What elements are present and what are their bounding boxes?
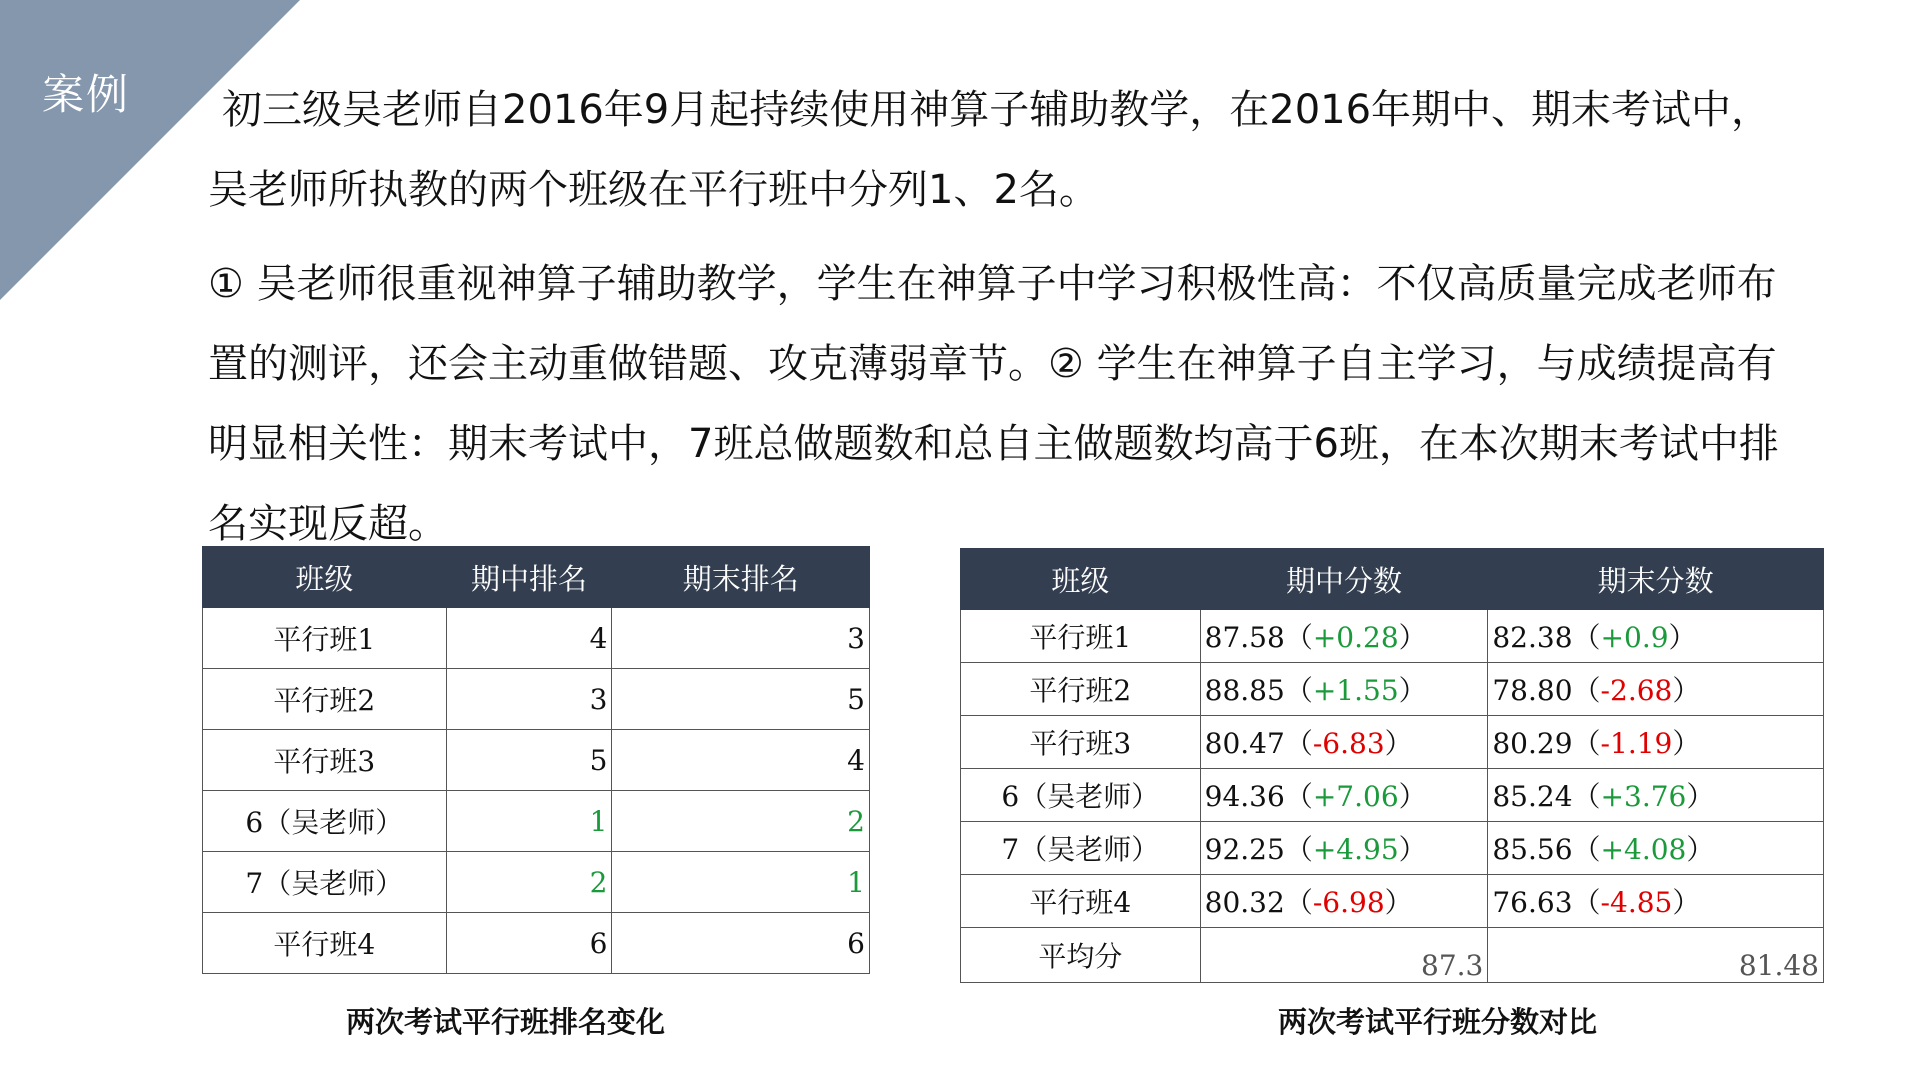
score-header-final: 期末分数 <box>1488 549 1824 610</box>
case-intro-paragraph: 初三级吴老师自2016年9月起持续使用神算子辅助教学，在2016年期中、期末考试中，吴老师所执教的两个班级在平行班中分列1、2名。 <box>208 87 1772 213</box>
score-diff: -6.98 <box>1312 886 1385 919</box>
score-header-mid: 期中分数 <box>1200 549 1488 610</box>
score-diff: +7.06 <box>1312 780 1399 813</box>
score-final-cell: 85.56（+4.08） <box>1488 822 1824 875</box>
score-final-cell: 76.63（-4.85） <box>1488 875 1824 928</box>
rank-final-cell: 2 <box>612 791 870 852</box>
score-class-cell: 平行班4 <box>961 875 1201 928</box>
score-value: 88.85 <box>1204 674 1285 707</box>
score-mid-cell: 80.47（-6.83） <box>1200 716 1488 769</box>
score-value: 87.58 <box>1204 621 1285 654</box>
rank-class-cell: 平行班3 <box>203 730 447 791</box>
rank-final-cell: 5 <box>612 669 870 730</box>
score-final-cell: 85.24（+3.76） <box>1488 769 1824 822</box>
rank-class-cell: 平行班1 <box>203 608 447 669</box>
rank-mid-cell: 1 <box>446 791 612 852</box>
score-mid-cell: 92.25（+4.95） <box>1200 822 1488 875</box>
rank-header-mid: 期中排名 <box>446 547 612 608</box>
score-value: 85.24 <box>1492 780 1573 813</box>
rank-class-cell: 平行班4 <box>203 913 447 974</box>
table-row <box>961 875 1824 928</box>
score-value: 76.63 <box>1492 886 1573 919</box>
rank-class-cell: 平行班2 <box>203 669 447 730</box>
score-diff: +0.9 <box>1600 621 1669 654</box>
rank-final-cell: 4 <box>612 730 870 791</box>
rank-class-cell: 6（吴老师） <box>203 791 447 852</box>
score-diff: +1.55 <box>1312 674 1399 707</box>
rank-header-class: 班级 <box>203 547 447 608</box>
score-diff: +0.28 <box>1312 621 1399 654</box>
score-table <box>960 548 1824 983</box>
table-row <box>961 769 1824 822</box>
average-final: 81.48 <box>1488 928 1824 983</box>
score-class-cell: 6（吴老师） <box>961 769 1201 822</box>
score-value: 85.56 <box>1492 833 1573 866</box>
score-value: 78.80 <box>1492 674 1573 707</box>
rank-table-caption: 两次考试平行班排名变化 <box>346 1005 666 1039</box>
case-analysis-paragraph: ① 吴老师很重视神算子辅助教学，学生在神算子中学习积极性高：不仅高质量完成老师布置的测评，还会主动重做错题、攻克薄弱章节。② 学生在神算子自主学习，与成绩提高有明显相关性：期末考试中，7班总做题数和总自主做题数均高于6班，在本次期末考试中排名实现反超。 <box>208 261 1779 547</box>
score-final-cell: 78.80（-2.68） <box>1488 663 1824 716</box>
score-final-cell: 82.38（+0.9） <box>1488 610 1824 663</box>
score-diff: -4.85 <box>1600 886 1673 919</box>
average-row <box>961 928 1824 983</box>
score-class-cell: 平行班3 <box>961 716 1201 769</box>
table-row <box>203 913 870 974</box>
table-row <box>203 608 870 669</box>
average-label: 平均分 <box>961 928 1201 983</box>
score-diff: +3.76 <box>1600 780 1687 813</box>
score-final-cell: 80.29（-1.19） <box>1488 716 1824 769</box>
rank-table-header <box>203 547 870 608</box>
score-class-cell: 7（吴老师） <box>961 822 1201 875</box>
score-diff: +4.08 <box>1600 833 1687 866</box>
score-class-cell: 平行班2 <box>961 663 1201 716</box>
score-diff: +4.95 <box>1312 833 1399 866</box>
rank-class-cell: 7（吴老师） <box>203 852 447 913</box>
score-mid-cell: 87.58（+0.28） <box>1200 610 1488 663</box>
score-value: 80.47 <box>1204 727 1285 760</box>
rank-mid-cell: 4 <box>446 608 612 669</box>
rank-final-cell: 6 <box>612 913 870 974</box>
table-row <box>203 669 870 730</box>
score-diff: -1.19 <box>1600 727 1673 760</box>
score-value: 80.32 <box>1204 886 1285 919</box>
rank-final-cell: 3 <box>612 608 870 669</box>
score-diff: -2.68 <box>1600 674 1673 707</box>
rank-final-cell: 1 <box>612 852 870 913</box>
score-header-class: 班级 <box>961 549 1201 610</box>
rank-header-final: 期末排名 <box>612 547 870 608</box>
table-row <box>203 730 870 791</box>
rank-mid-cell: 5 <box>446 730 612 791</box>
score-mid-cell: 94.36（+7.06） <box>1200 769 1488 822</box>
score-value: 94.36 <box>1204 780 1285 813</box>
average-mid: 87.3 <box>1200 928 1488 983</box>
score-table-header <box>961 549 1824 610</box>
rank-mid-cell: 6 <box>446 913 612 974</box>
table-row <box>961 610 1824 663</box>
table-row <box>203 791 870 852</box>
table-row <box>961 822 1824 875</box>
rank-table <box>202 546 870 974</box>
score-diff: -6.83 <box>1312 727 1385 760</box>
table-row <box>203 852 870 913</box>
table-row <box>961 663 1824 716</box>
score-value: 92.25 <box>1204 833 1285 866</box>
score-value: 80.29 <box>1492 727 1573 760</box>
score-mid-cell: 80.32（-6.98） <box>1200 875 1488 928</box>
table-row <box>961 716 1824 769</box>
score-value: 82.38 <box>1492 621 1573 654</box>
score-mid-cell: 88.85（+1.55） <box>1200 663 1488 716</box>
section-tag: 案例 <box>42 70 131 119</box>
rank-mid-cell: 2 <box>446 852 612 913</box>
rank-mid-cell: 3 <box>446 669 612 730</box>
score-class-cell: 平行班1 <box>961 610 1201 663</box>
score-table-caption: 两次考试平行班分数对比 <box>1278 1005 1598 1039</box>
